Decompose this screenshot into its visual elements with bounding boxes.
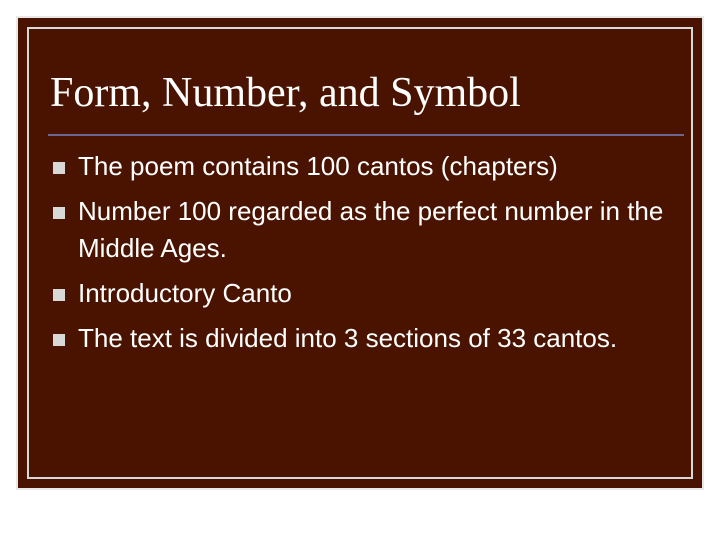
bullet-item [52, 275, 672, 312]
bullet-text: Number 100 regarded as the perfect number in the Middle Ages. [78, 196, 664, 263]
square-bullet-icon [53, 289, 65, 301]
slide-title: Form, Number, and Symbol [50, 70, 521, 116]
bullet-text: Introductory Canto [78, 278, 292, 308]
bullet-text: The poem contains 100 cantos (chapters) [78, 151, 558, 181]
square-bullet-icon [53, 162, 65, 174]
bullet-list [52, 148, 672, 365]
title-underline [48, 134, 684, 136]
square-bullet-icon [53, 207, 65, 219]
bullet-item [52, 148, 672, 185]
bullet-text: The text is divided into 3 sections of 33 cantos. [78, 323, 618, 353]
square-bullet-icon [53, 334, 65, 346]
bullet-item [52, 193, 672, 267]
bullet-item [52, 320, 672, 357]
